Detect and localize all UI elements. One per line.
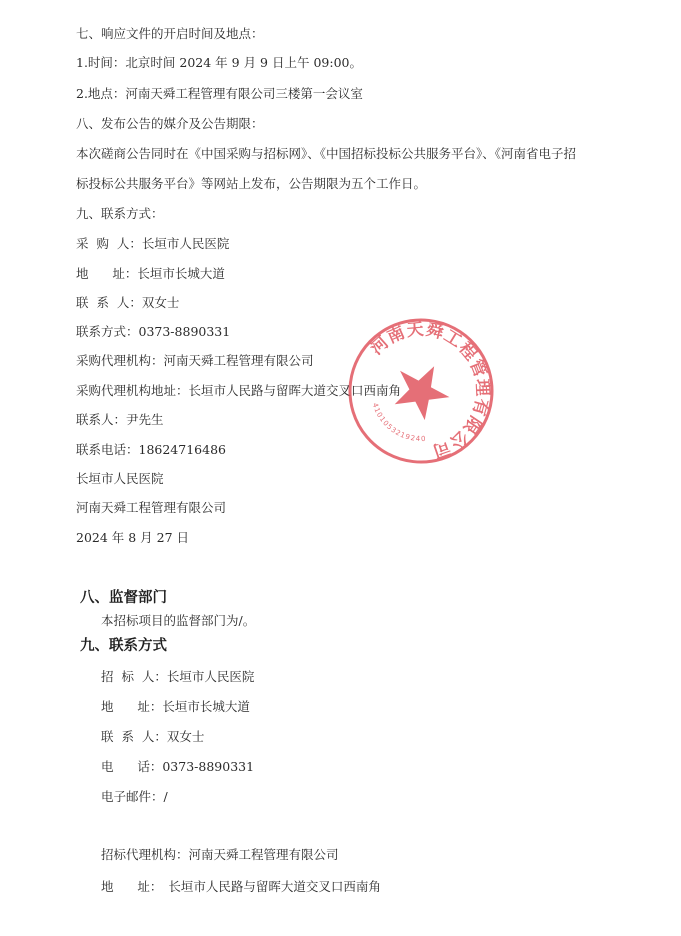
contact-phone-line: 联系方式：0373-8890331 — [76, 324, 231, 339]
contact-heading: 九、联系方式 — [80, 638, 167, 654]
opening-place: 2.地点：河南天舜工程管理有限公司三楼第一会议室 — [76, 86, 363, 101]
tender-agent-address-key: 地 址： — [101, 879, 163, 894]
section-opening-title: 七、响应文件的开启时间及地点： — [76, 26, 264, 41]
address-key: 地 址： — [101, 699, 163, 714]
phone-value: 0373-8890331 — [162, 759, 255, 774]
signature-date: 2024 年 8 月 27 日 — [76, 530, 190, 545]
contact-value: 双女士 — [166, 729, 205, 744]
email-value: / — [163, 789, 168, 804]
email-row — [101, 789, 168, 805]
contact-row — [101, 729, 204, 745]
phone-key: 电 话： — [101, 759, 163, 774]
agent-phone-line: 联系电话：18624716486 — [76, 442, 226, 457]
opening-time: 1.时间：北京时间 2024 年 9 月 9 日上午 09:00。 — [76, 55, 362, 70]
agent-contact-line: 联系人：尹先生 — [76, 412, 164, 427]
contact-key: 联 系 人： — [101, 729, 167, 744]
company-seal-stamp — [345, 315, 497, 467]
email-key: 电子邮件： — [101, 789, 164, 804]
agent-address-line: 采购代理机构地址：长垣市人民路与留晖大道交叉口西南角 — [76, 383, 402, 398]
tender-agent-value: 河南天舜工程管理有限公司 — [188, 847, 339, 862]
media-body-line-2: 标投标公共服务平台》等网站上发布，公告期限为五个工作日。 — [76, 176, 427, 191]
supervision-body: 本招标项目的监督部门为/。 — [101, 613, 256, 628]
section-media-title: 八、发布公告的媒介及公告期限： — [76, 116, 264, 131]
tender-agent-row — [101, 847, 339, 863]
address-line: 地 址：长垣市长城大道 — [76, 266, 225, 281]
seal-code-text: 4101053219240 — [370, 401, 427, 444]
supervision-heading: 八、监督部门 — [80, 590, 167, 606]
address-row — [101, 699, 250, 715]
tender-agent-address-row — [101, 879, 381, 895]
buyer-line: 采 购 人：长垣市人民医院 — [76, 236, 230, 251]
tender-agent-address-value: 长垣市人民路与留晖大道交叉口西南角 — [168, 879, 381, 894]
seal-company-text: 河南天舜工程管理有限公司 — [366, 319, 493, 462]
tenderer-key: 招 标 人： — [101, 669, 167, 684]
media-body-line-1: 本次磋商公告同时在《中国采购与招标网》、《中国招标投标公共服务平台》、《河南省电子招 — [76, 146, 577, 161]
contact-person-line: 联 系 人：双女士 — [76, 295, 180, 310]
phone-row — [101, 759, 254, 775]
tenderer-row — [101, 669, 254, 685]
signature-agent: 河南天舜工程管理有限公司 — [76, 500, 227, 515]
tender-agent-key: 招标代理机构： — [101, 847, 189, 862]
agent-line: 采购代理机构：河南天舜工程管理有限公司 — [76, 353, 314, 368]
signature-buyer: 长垣市人民医院 — [76, 471, 164, 486]
address-value: 长垣市长城大道 — [162, 699, 250, 714]
tenderer-value: 长垣市人民医院 — [166, 669, 255, 684]
section-contact-title: 九、联系方式： — [76, 206, 164, 221]
